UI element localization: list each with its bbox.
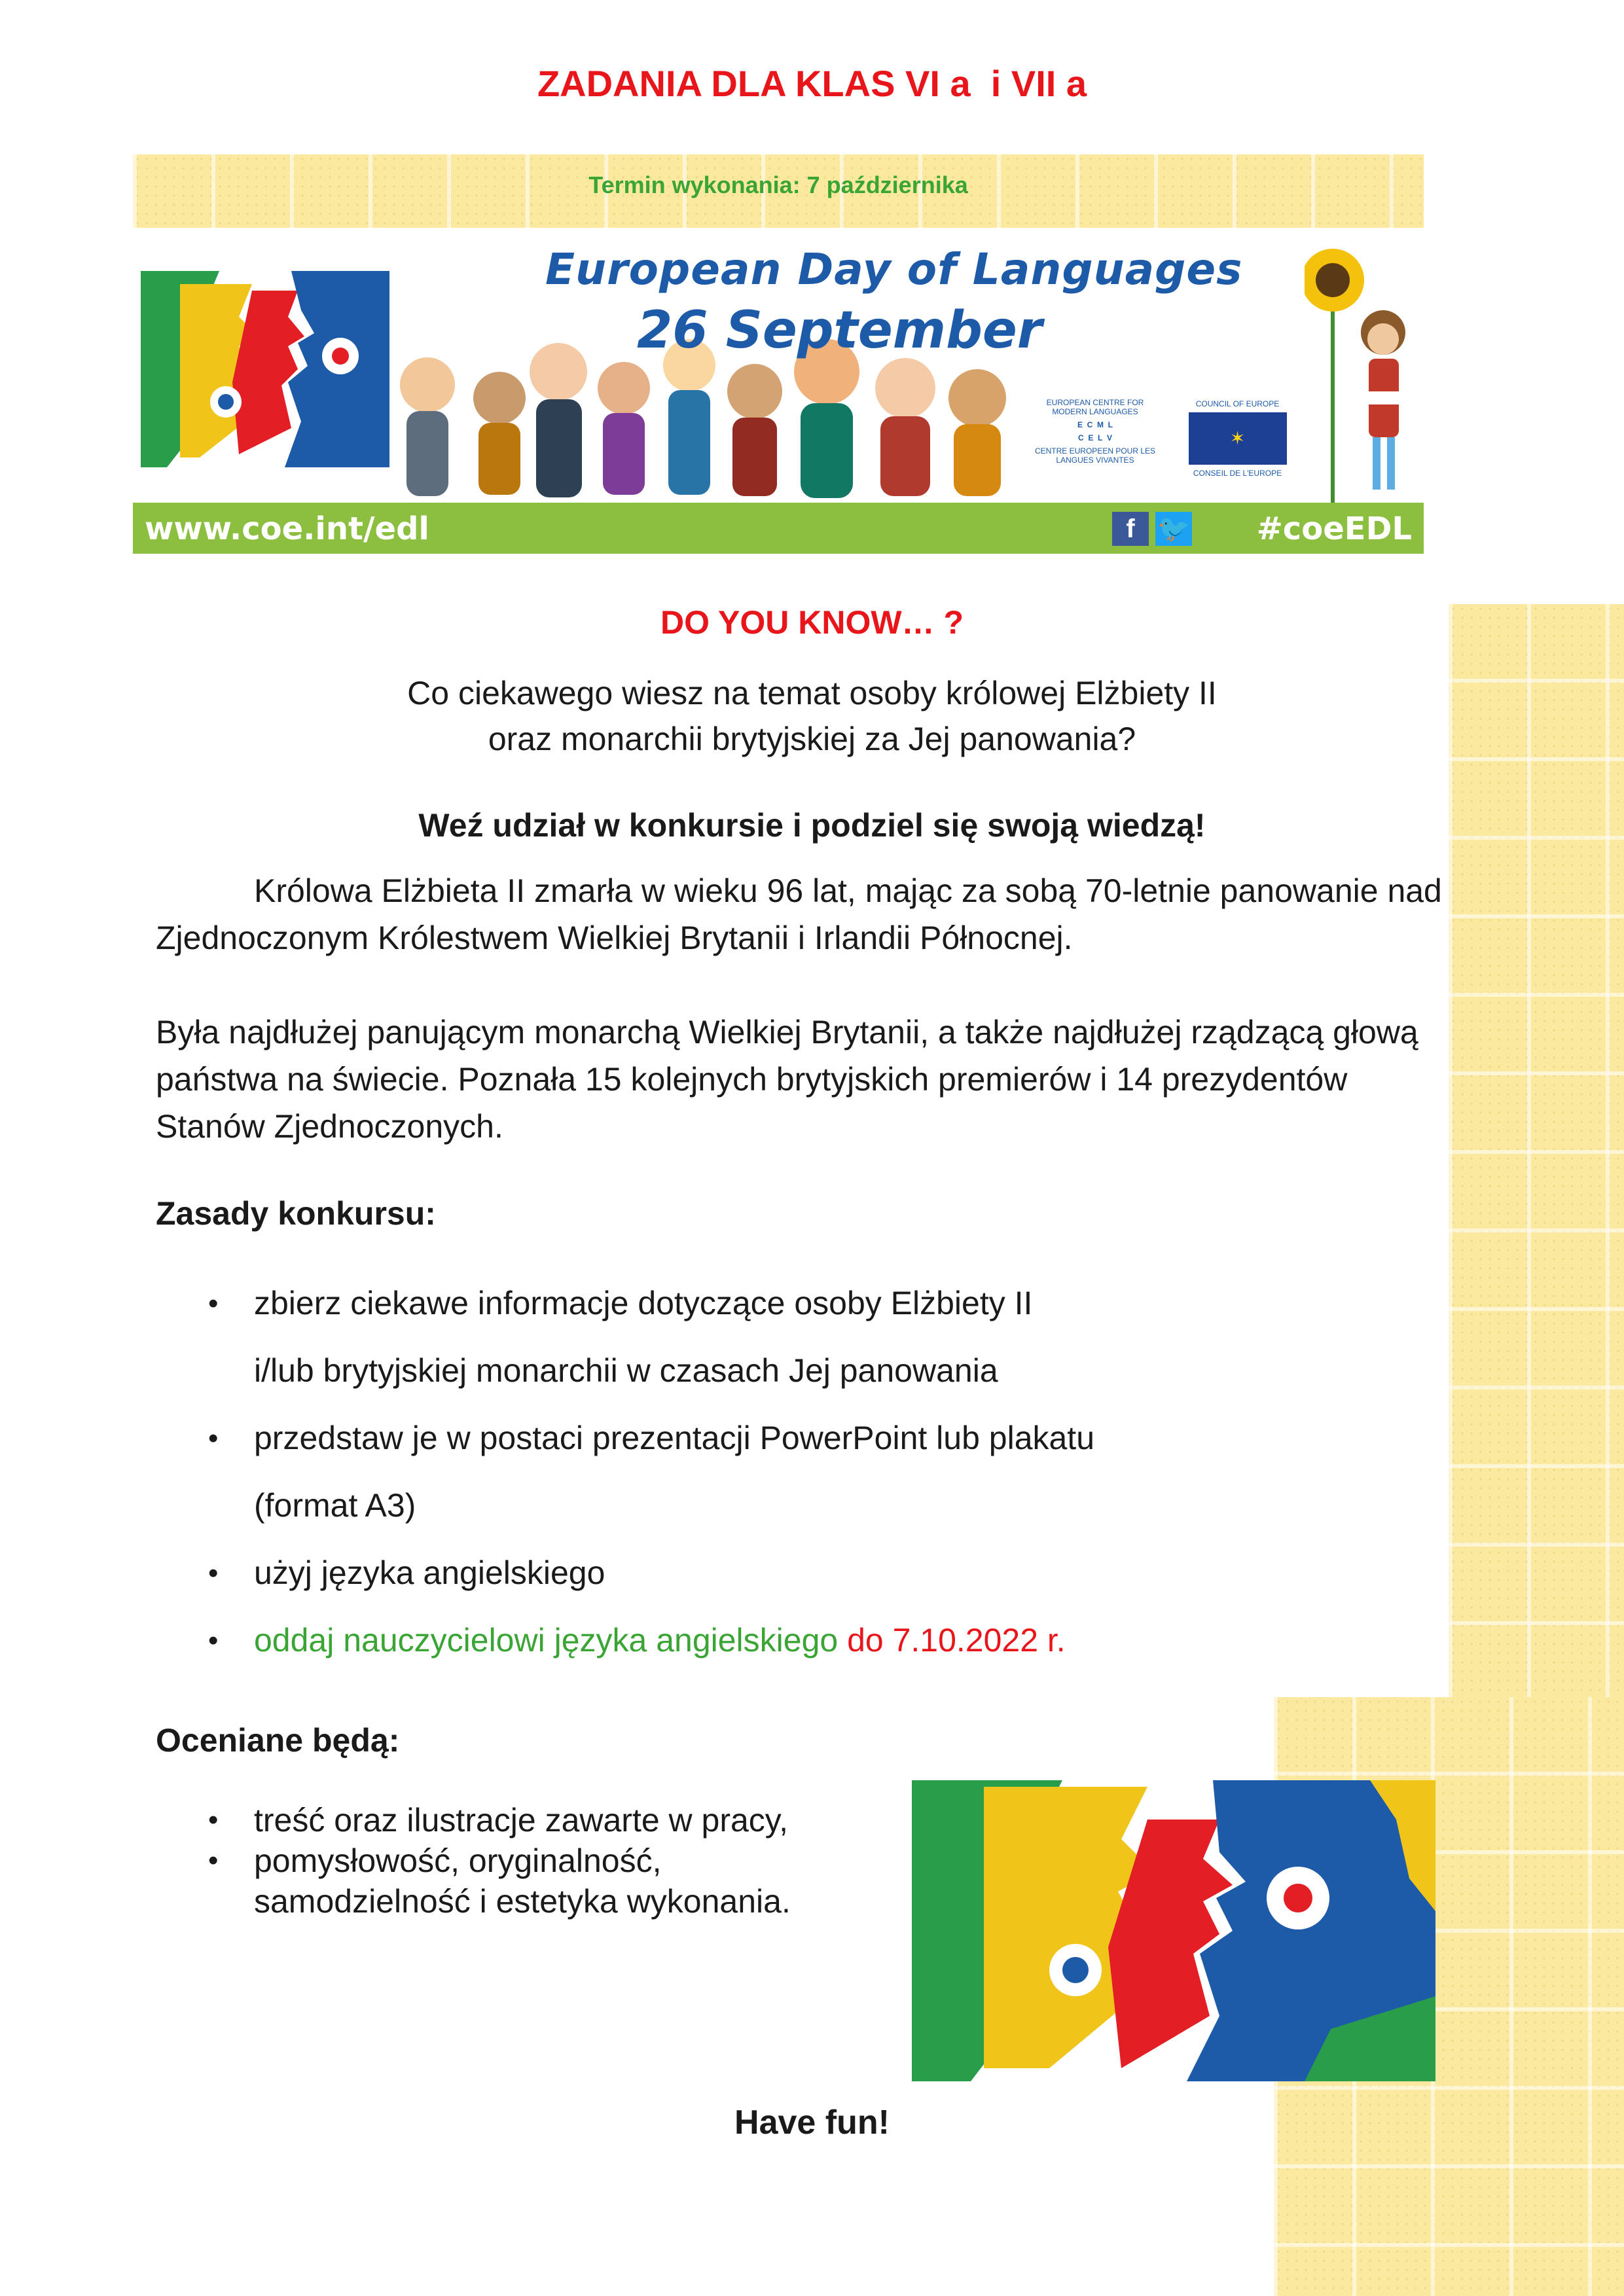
evaluation-list — [156, 1800, 981, 1922]
ecml-letters-row1 — [1030, 420, 1161, 429]
rules-item-green-text: oddaj nauczycielowi języka angielskiego — [254, 1622, 839, 1659]
evaluation-heading: Oceniane będą: — [156, 1722, 400, 1759]
intro-paragraph-2: Była najdłużej panującym monarchą Wielkiej Brytanii, a także najdłużej rządzącą głową państwa na świecie. Poznała 15 kolejnych brytyjskich premierów i 14 prezydentów Stanów Zjednoczonych. — [156, 1014, 1418, 1145]
rules-item-text: i/lub brytyjskiej monarchii w czasach Jej panowania — [254, 1352, 998, 1389]
coe-text-bottom: CONSEIL DE L'EUROPE — [1193, 469, 1282, 478]
ecml-letter: L — [1108, 420, 1113, 429]
banner-footer-bar — [133, 503, 1424, 554]
ecml-letter: M — [1097, 420, 1104, 429]
deadline-text: Termin wykonania: 7 października — [588, 171, 968, 198]
banner-heading-line2: 26 September — [637, 301, 1043, 360]
rules-item — [156, 1539, 1308, 1607]
ecml-letter: L — [1098, 433, 1103, 442]
edl-logo-small — [141, 271, 389, 467]
evaluation-item — [156, 1840, 981, 1922]
decorative-yellow-strip-upper — [1449, 604, 1624, 1697]
twitter-icon: 🐦 — [1155, 512, 1192, 546]
rules-list — [156, 1270, 1308, 1674]
edl-logo-large — [912, 1780, 1435, 2081]
rules-item-text: użyj języka angielskiego — [254, 1554, 605, 1591]
ecml-letter: E — [1077, 420, 1083, 429]
rules-item-text: przedstaw je w postaci prezentacji PowerPoint lub plakatu — [254, 1420, 1095, 1456]
ecml-letters-row2 — [1030, 433, 1161, 442]
ecml-letter: E — [1088, 433, 1094, 442]
sunflower-girl-illustration — [1305, 234, 1422, 503]
banner-main — [133, 228, 1424, 503]
question-line-1: Co ciekawego wiesz na temat osoby królowej Elżbiety II — [407, 675, 1217, 711]
rules-item-text: (format A3) — [254, 1487, 416, 1524]
council-of-europe-logo — [1180, 399, 1295, 497]
rules-item-text: zbierz ciekawe informacje dotyczące osoby Elżbiety II — [254, 1285, 1033, 1321]
rules-item — [156, 1607, 1308, 1674]
rules-heading: Zasady konkursu: — [156, 1195, 436, 1232]
evaluation-item-text: pomysłowość, oryginalność, — [254, 1842, 662, 1879]
ecml-letter: C — [1077, 433, 1084, 442]
intro-paragraph-1: Królowa Elżbieta II zmarła w wieku 96 lat, mając za sobą 70-letnie panowanie nad Zjednoczonym Królestwem Wielkiej Brytanii i Irlandii Północnej. — [156, 872, 1442, 956]
coe-flag: ✶ — [1189, 412, 1287, 465]
banner-hashtag: #coeEDL — [1256, 511, 1412, 547]
ecml-text-top: EUROPEAN CENTRE FOR MODERN LANGUAGES — [1046, 398, 1144, 416]
coe-text-top: COUNCIL OF EUROPE — [1195, 399, 1280, 408]
banner-deadline-strip — [133, 154, 1424, 228]
question-line-2: oraz monarchii brytyjskiej za Jej panowania? — [488, 721, 1136, 757]
ecml-letter: C — [1087, 420, 1093, 429]
call-to-action: Weź udział w konkursie i podziel się swoją wiedzą! — [418, 807, 1206, 844]
page-title: ZADANIA DLA KLAS VI a i VII a — [537, 63, 1087, 104]
closing-text: Have fun! — [734, 2104, 890, 2142]
banner-url: www.coe.int/edl — [145, 511, 429, 547]
edl-banner — [133, 154, 1424, 554]
ecml-logo — [1030, 398, 1161, 496]
evaluation-item — [156, 1800, 981, 1840]
rules-item — [156, 1405, 1308, 1539]
evaluation-item-text: samodzielność i estetyka wykonania. — [254, 1883, 791, 1920]
ecml-letter: V — [1107, 433, 1113, 442]
rules-item-deadline: do 7.10.2022 r. — [838, 1622, 1066, 1659]
banner-heading-line1: European Day of Languages — [545, 244, 1243, 295]
do-you-know-heading: DO YOU KNOW… ? — [660, 604, 964, 641]
rules-item — [156, 1270, 1308, 1405]
ecml-text-bottom: CENTRE EUROPEEN POUR LES LANGUES VIVANTES — [1034, 446, 1156, 465]
evaluation-item-text: treść oraz ilustracje zawarte w pracy, — [254, 1802, 788, 1839]
facebook-icon: f — [1112, 512, 1149, 546]
